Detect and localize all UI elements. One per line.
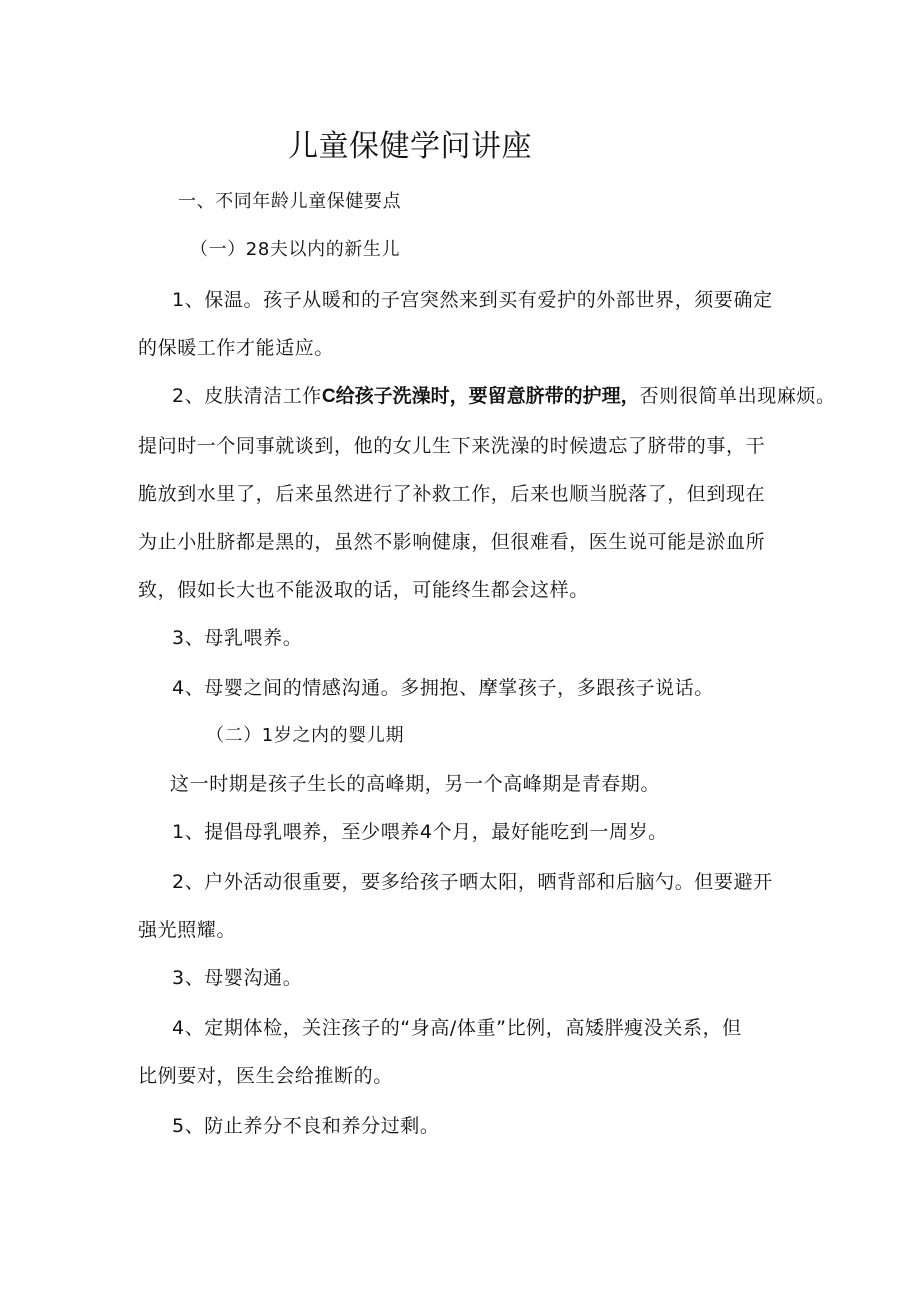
paragraph-line: 比例要对，医生会给推断的。 [138,1065,393,1087]
paragraph-line: 的保暖工作才能适应。 [138,337,335,359]
paragraph-line: 强光照耀。 [138,919,237,941]
paragraph-text: 2、皮肤清洁工作 [172,385,322,407]
paragraph-line: 1、保温。孩子从暖和的子宫突然来到买有爱护的外部世界，须要确定 [172,289,773,311]
paragraph-text: C给孩子洗澡时，要留意脐带的护理， [321,386,640,407]
paragraph-line: 5、防止养分不良和养分过剩。 [172,1115,440,1137]
paragraph-line: 这一时期是孩子生长的高峰期，另一个高峰期是青春期。 [170,773,661,795]
subsection-heading: （一）28夫以内的新生儿 [190,239,401,260]
document-title: 儿童保健学问讲座 [288,129,532,164]
section-heading: 一、不同年龄儿童保健要点 [178,191,402,212]
paragraph-line: 为止小肚脐都是黑的，虽然不影响健康，但很难看，医生说可能是淤血所 [138,531,766,553]
paragraph-line: 1、提倡母乳喂养，至少喂养4个月，最好能吃到一周岁。 [172,821,668,843]
paragraph-line: 4、定期体检，关注孩子的“身高/体重”比例，高矮胖瘦没关系，但 [172,1017,742,1039]
paragraph-line: 3、母婴沟通。 [172,967,303,989]
paragraph-line: 4、母婴之间的情感沟通。多拥抱、摩掌孩子，多跟孩子说话。 [172,677,714,699]
paragraph-line: 2、户外活动很重要，要多给孩子晒太阳，晒背部和后脑勺。但要避开 [172,871,773,893]
paragraph-line: 3、母乳喂养。 [172,627,303,649]
paragraph-text: 否则很简单出现麻烦。 [639,385,836,407]
subsection-heading: （二）1岁之内的婴儿期 [206,725,405,746]
paragraph-line [172,384,836,409]
paragraph-line: 脆放到水里了，后来虽然进行了补救工作，后来也顺当脱落了，但到现在 [138,483,766,505]
paragraph-line: 提问时一个同事就谈到，他的女儿生下来洗澡的时候遗忘了脐带的事，干 [138,435,766,457]
paragraph-line: 致，假如长大也不能汲取的话，可能终生都会这样。 [138,579,589,601]
